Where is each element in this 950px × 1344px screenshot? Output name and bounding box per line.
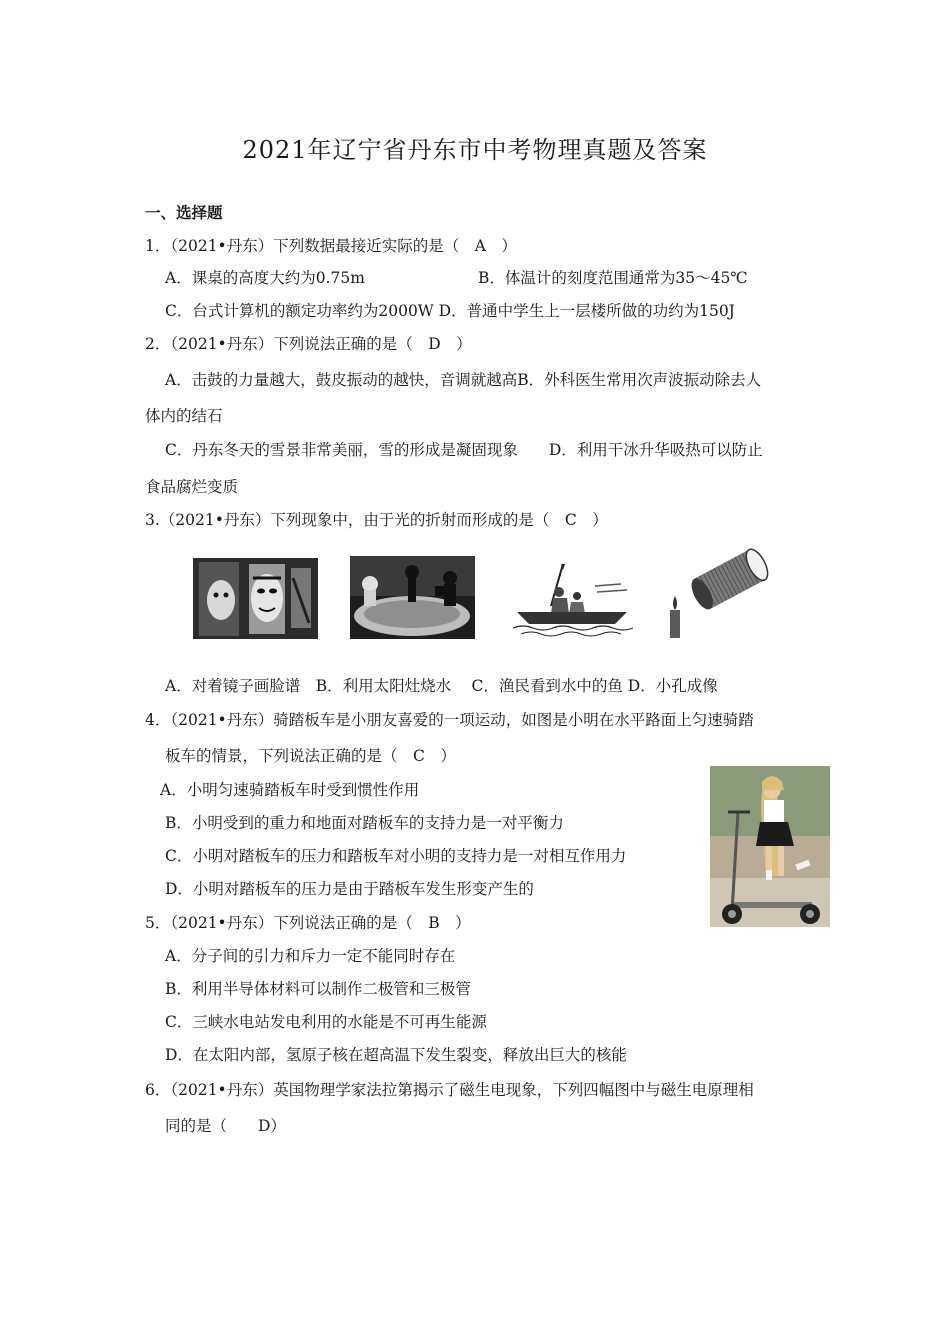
question-3-options: A．对着镜子画脸谱 B．利用太阳灶烧水 C．渔民看到水中的鱼 D．小孔成像 (165, 677, 718, 695)
section-heading: 一、选择题 (145, 203, 223, 222)
figure-pinhole-candle (664, 538, 774, 640)
figure-scooter-child (710, 766, 830, 927)
question-1-option-b: B．体温计的刻度范围通常为35～45℃ (478, 269, 748, 287)
question-5-stem: 5．（2021•丹东）下列说法正确的是（ B ） (145, 914, 471, 932)
question-1-stem: 1．（2021•丹东）下列数据最接近实际的是（ A ） (145, 237, 517, 255)
question-5-option-b: B．利用半导体材料可以制作二极管和三极管 (165, 980, 471, 998)
question-4-stem-cont: 板车的情景，下列说法正确的是（ C ） (165, 747, 456, 765)
question-2-options-cd: C．丹东冬天的雪景非常美丽，雪的形成是凝固现象 D．利用干冰升华吸热可以防止 (165, 441, 763, 459)
question-3-stem: 3.（2021•丹东）下列现象中，由于光的折射而形成的是（ C ） (145, 511, 608, 529)
question-2-stem: 2．（2021•丹东）下列说法正确的是（ D ） (145, 335, 472, 353)
question-5-option-a: A．分子间的引力和斥力一定不能同时存在 (165, 947, 456, 965)
question-1-options-cd: C．台式计算机的额定功率约为2000W D．普通中学生上一层楼所做的功约为150J (165, 302, 735, 320)
question-6-stem: 6．（2021•丹东）英国物理学家法拉第揭示了磁生电现象，下列四幅图中与磁生电原理相 (145, 1081, 754, 1099)
question-2-options-ab-cont: 体内的结石 (145, 407, 223, 425)
question-6-stem-cont: 同的是（ D） (165, 1117, 286, 1135)
question-5-option-d: D．在太阳内部，氢原子核在超高温下发生裂变，释放出巨大的核能 (165, 1046, 627, 1064)
question-2-options-cd-cont: 食品腐烂变质 (145, 478, 239, 496)
question-4-option-d: D．小明对踏板车的压力是由于踏板车发生形变产生的 (165, 880, 534, 898)
figure-mirror-face (193, 558, 318, 639)
question-4-option-c: C．小明对踏板车的压力和踏板车对小明的支持力是一对相互作用力 (165, 847, 627, 865)
figure-fisherman-boat (511, 562, 639, 640)
question-4-option-b: B．小明受到的重力和地面对踏板车的支持力是一对平衡力 (165, 814, 564, 832)
question-4-option-a: A．小明匀速骑踏板车时受到惯性作用 (160, 781, 420, 799)
document-title: 2021年辽宁省丹东市中考物理真题及答案 (242, 136, 708, 164)
question-4-stem: 4．（2021•丹东）骑踏板车是小朋友喜爱的一项运动，如图是小明在水平路面上匀速骑踏 (145, 711, 754, 729)
figure-solar-cooker (350, 556, 475, 639)
question-2-options-ab: A．击鼓的力量越大，鼓皮振动的越快，音调就越高B．外科医生常用次声波振动除去人 (165, 371, 762, 389)
question-1-option-a: A．课桌的高度大约为0.75m (165, 269, 365, 287)
question-5-option-c: C．三峡水电站发电利用的水能是不可再生能源 (165, 1013, 487, 1031)
